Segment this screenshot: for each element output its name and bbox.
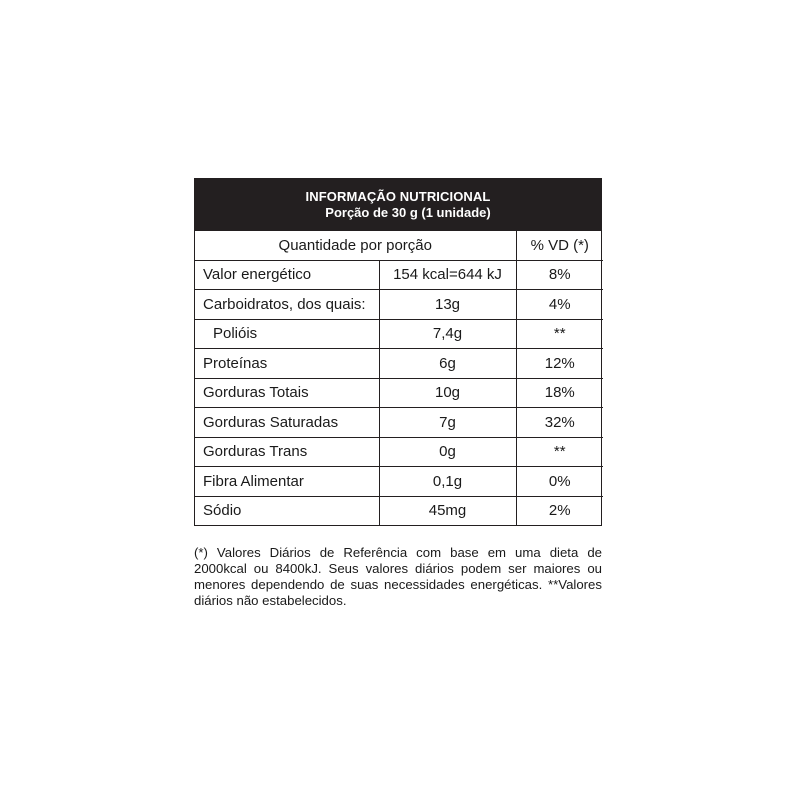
nutrient-name: Polióis bbox=[195, 319, 379, 349]
nutrition-facts-label bbox=[194, 178, 602, 526]
nutrient-name: Fibra Alimentar bbox=[195, 467, 379, 497]
nutrient-amount: 10g bbox=[379, 378, 516, 408]
nutrient-vd: 2% bbox=[516, 496, 603, 525]
quantity-column-header: Quantidade por porção bbox=[195, 231, 516, 260]
nutrient-name: Sódio bbox=[195, 496, 379, 525]
nutrient-vd: 18% bbox=[516, 378, 603, 408]
nutrient-name: Gorduras Saturadas bbox=[195, 408, 379, 438]
table-row bbox=[195, 467, 603, 497]
nutrient-vd: 4% bbox=[516, 290, 603, 320]
table-row bbox=[195, 408, 603, 438]
nutrient-name: Carboidratos, dos quais: bbox=[195, 290, 379, 320]
table-row bbox=[195, 290, 603, 320]
nutrient-vd: 8% bbox=[516, 260, 603, 290]
nutrient-name: Gorduras Trans bbox=[195, 437, 379, 467]
nutrient-amount: 7g bbox=[379, 408, 516, 438]
table-row bbox=[195, 437, 603, 467]
nutrition-table bbox=[195, 231, 603, 525]
nutrient-amount: 13g bbox=[379, 290, 516, 320]
nutrient-vd: ** bbox=[516, 437, 603, 467]
nutrient-vd: 32% bbox=[516, 408, 603, 438]
nutrient-amount: 6g bbox=[379, 349, 516, 379]
label-header bbox=[195, 179, 601, 231]
table-row bbox=[195, 378, 603, 408]
nutrient-vd: 12% bbox=[516, 349, 603, 379]
nutrient-amount: 154 kcal=644 kJ bbox=[379, 260, 516, 290]
column-header-row bbox=[195, 231, 603, 260]
table-row bbox=[195, 349, 603, 379]
nutrient-amount: 7,4g bbox=[379, 319, 516, 349]
nutrient-name: Valor energético bbox=[195, 260, 379, 290]
portion-size: Porção de 30 g (1 unidade) bbox=[325, 204, 491, 220]
vd-column-header: % VD (*) bbox=[516, 231, 603, 260]
nutrient-name: Gorduras Totais bbox=[195, 378, 379, 408]
table-row bbox=[195, 319, 603, 349]
label-title: INFORMAÇÃO NUTRICIONAL bbox=[305, 188, 491, 204]
nutrient-amount: 0g bbox=[379, 437, 516, 467]
table-row bbox=[195, 260, 603, 290]
nutrient-name: Proteínas bbox=[195, 349, 379, 379]
nutrient-amount: 0,1g bbox=[379, 467, 516, 497]
table-row bbox=[195, 496, 603, 525]
nutrient-amount: 45mg bbox=[379, 496, 516, 525]
footnote: (*) Valores Diários de Referência com base em uma dieta de 2000kcal ou 8400kJ. Seus valores diários podem ser maiores ou menores dependendo de suas necessidades energéticas. **Valores diários não estabelecidos. bbox=[194, 545, 602, 608]
nutrient-vd: ** bbox=[516, 319, 603, 349]
nutrient-vd: 0% bbox=[516, 467, 603, 497]
